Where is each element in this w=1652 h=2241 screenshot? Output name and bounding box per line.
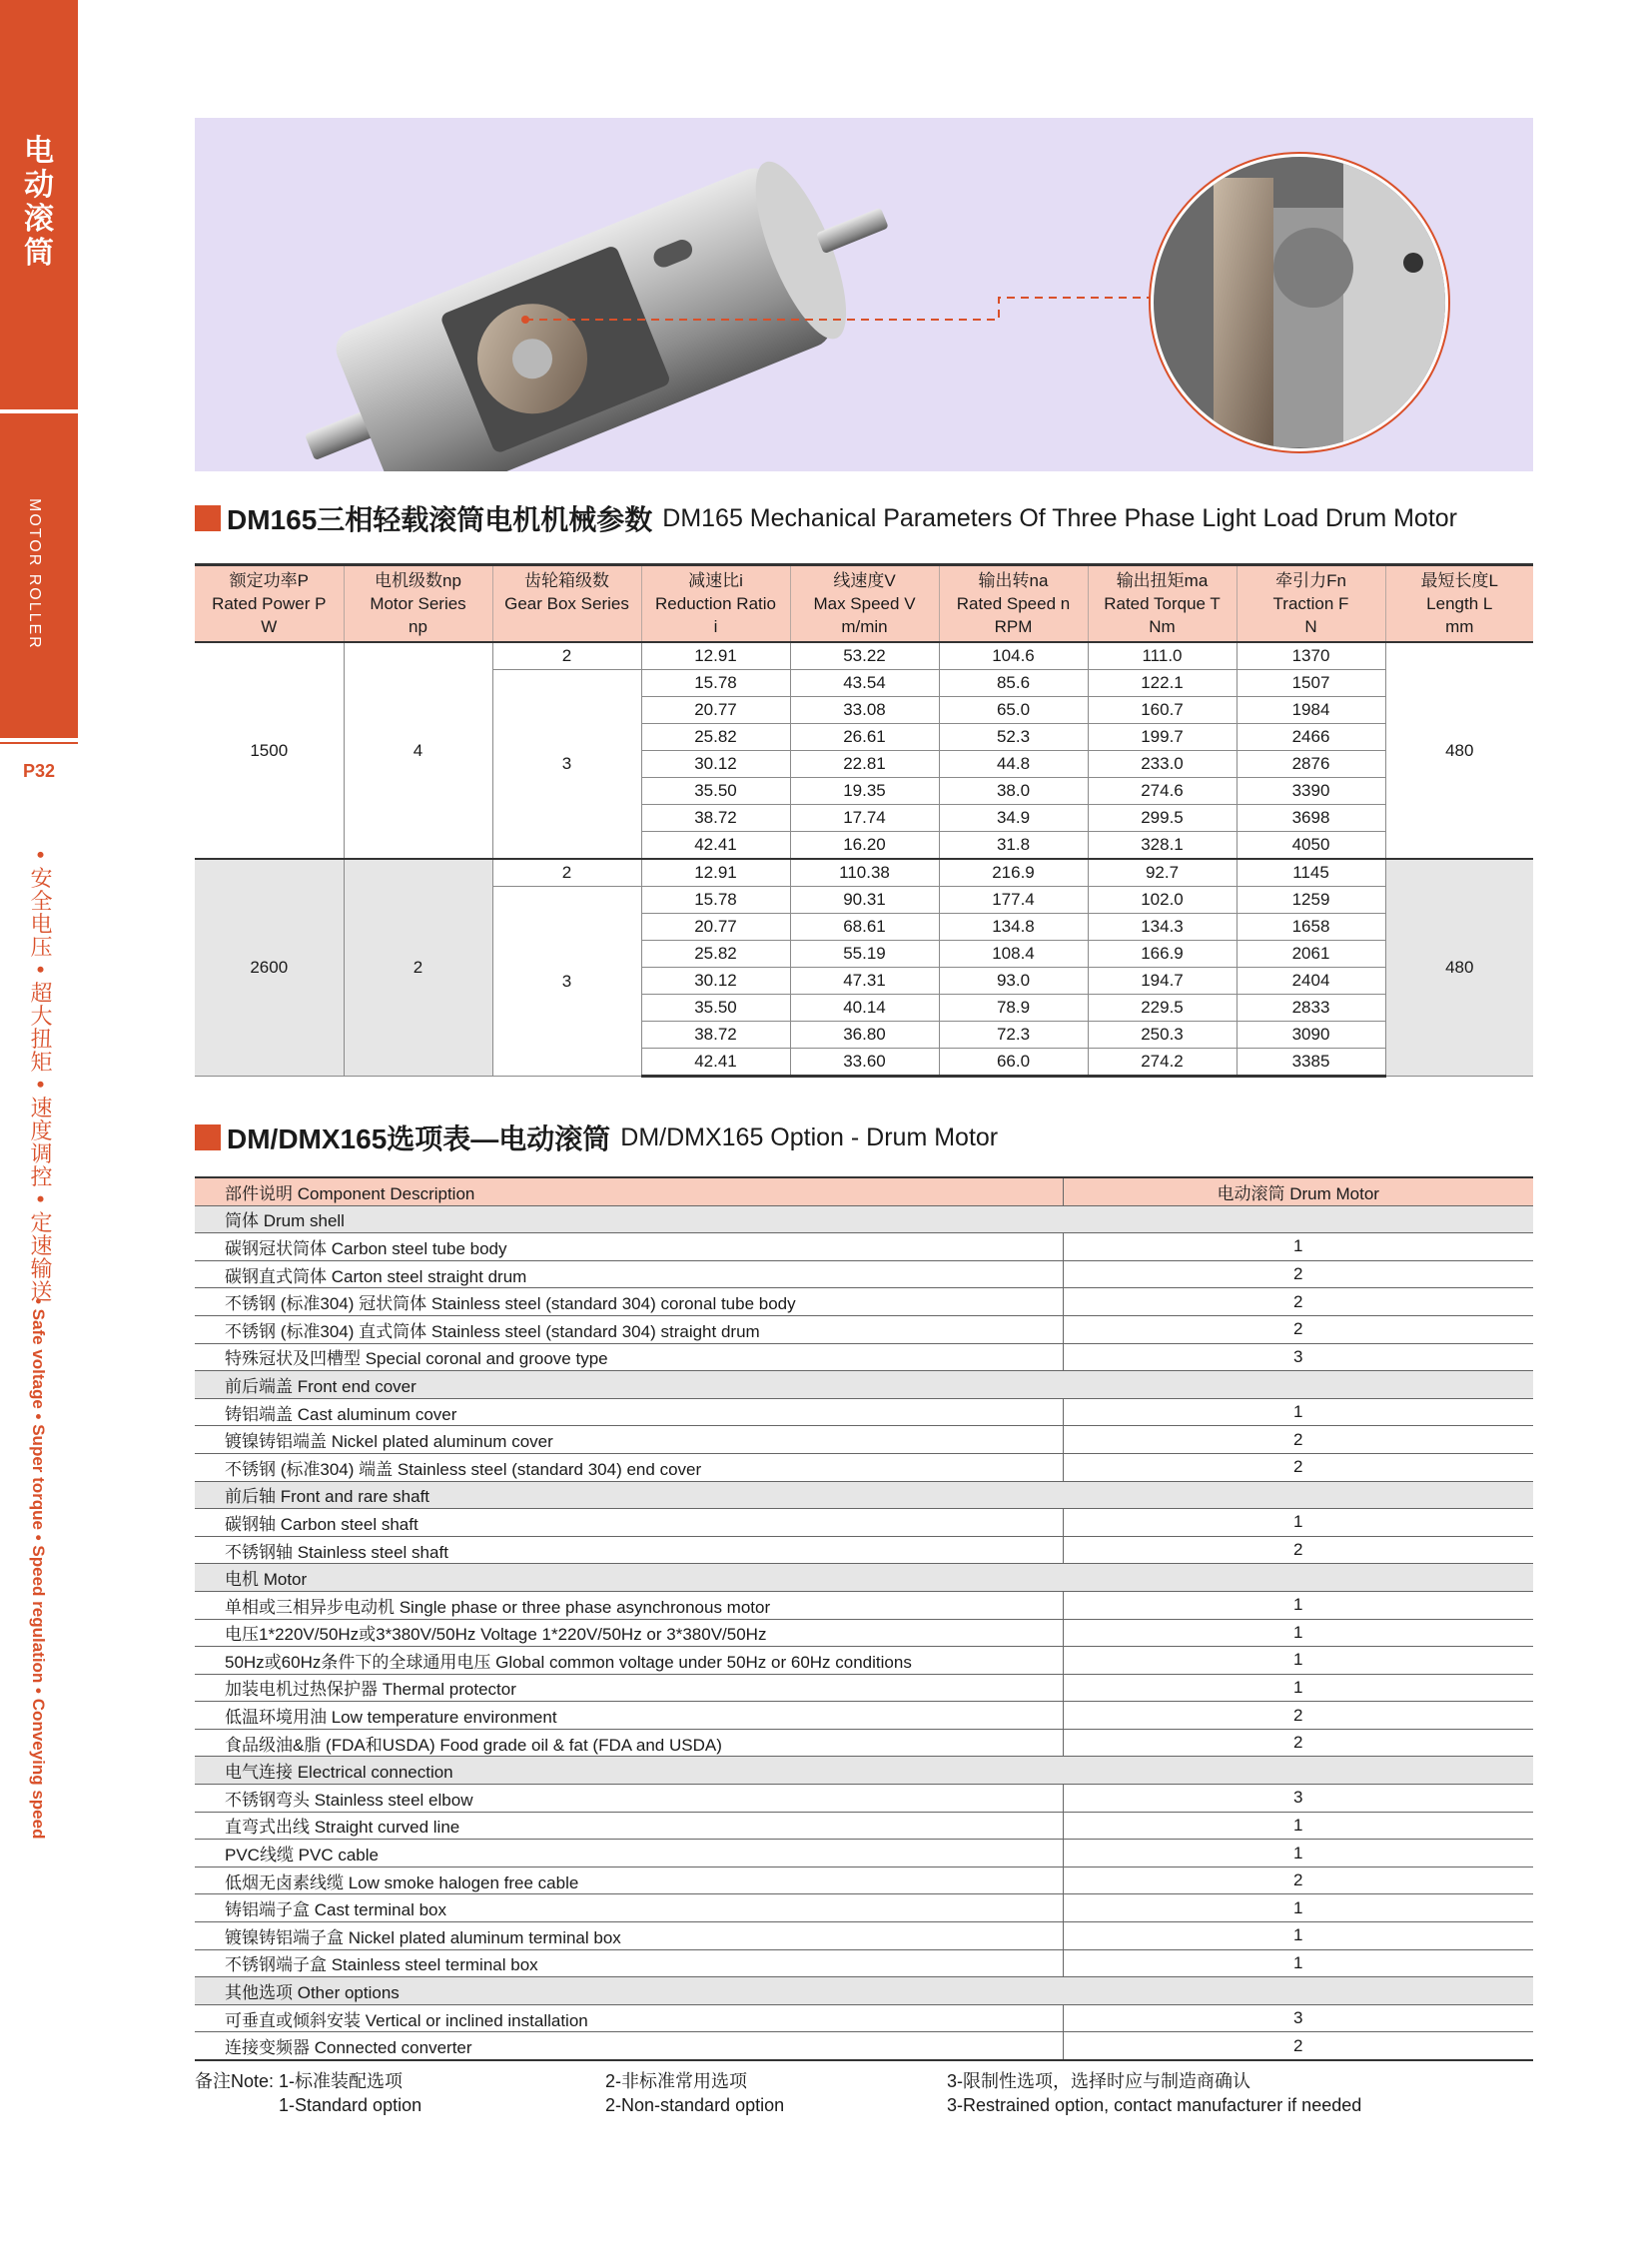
page-number: P32: [23, 761, 56, 781]
option-value: 1: [1063, 1233, 1533, 1261]
note-2: [605, 2069, 784, 2117]
table-cell: 3390: [1237, 778, 1385, 805]
option-row: [195, 1591, 1533, 1619]
category-spacer: [1063, 1205, 1533, 1233]
table-cell: 42.41: [641, 1049, 790, 1077]
table-cell: 30.12: [641, 751, 790, 778]
option-row: [195, 1536, 1533, 1564]
category-row: [195, 1564, 1533, 1592]
option-row: [195, 1702, 1533, 1730]
table-cell: 43.54: [790, 670, 939, 697]
table-cell: 1984: [1237, 697, 1385, 724]
option-label: 碳钢直式筒体 Carton steel straight drum: [195, 1260, 1063, 1288]
section-title-en: DM/DMX165 Option - Drum Motor: [620, 1122, 999, 1151]
table-row: [195, 859, 1533, 887]
table-row: [195, 642, 1533, 670]
table-cell: 3: [492, 670, 641, 860]
category-row: [195, 1757, 1533, 1785]
table-cell: 17.74: [790, 805, 939, 832]
header-line: Reduction Ratio: [655, 594, 776, 613]
table-cell: 2833: [1237, 995, 1385, 1022]
option-value: 1: [1063, 1894, 1533, 1922]
category-row: [195, 1371, 1533, 1399]
option-label: 食品级油&脂 (FDA和USDA) Food grade oil & fat (FDA and USDA): [195, 1729, 1063, 1757]
option-label: 铸铝端盖 Cast aluminum cover: [195, 1398, 1063, 1426]
table-cell: 110.38: [790, 859, 939, 887]
option-label: 电压1*220V/50Hz或3*380V/50Hz Voltage 1*220V/50Hz or 3*380V/50Hz: [195, 1619, 1063, 1647]
category-label: 其他选项 Other options: [195, 1977, 1063, 2005]
option-value: 1: [1063, 1840, 1533, 1868]
table-cell: 1658: [1237, 914, 1385, 941]
table-cell: 4: [344, 642, 492, 859]
table-cell: 68.61: [790, 914, 939, 941]
option-row: [195, 1398, 1533, 1426]
table-cell: 199.7: [1088, 724, 1237, 751]
note-1-cn: 1-标准装配选项: [279, 2071, 404, 2091]
options-header-component: 部件说明 Component Description: [195, 1177, 1063, 1205]
header-line: [495, 615, 639, 638]
table-cell: 480: [1385, 859, 1533, 1077]
option-value: 2: [1063, 2032, 1533, 2060]
category-spacer: [1063, 1371, 1533, 1399]
table-cell: 229.5: [1088, 995, 1237, 1022]
header-line: 最短长度L: [1420, 571, 1498, 590]
table-cell: 177.4: [939, 887, 1088, 914]
option-row: [195, 1233, 1533, 1261]
header-line: Gear Box Series: [504, 594, 629, 613]
header-line: 齿轮箱级数: [524, 571, 609, 590]
option-label: PVC线缆 PVC cable: [195, 1840, 1063, 1868]
category-spacer: [1063, 1481, 1533, 1509]
option-value: 1: [1063, 1619, 1533, 1647]
category-label: 前后轴 Front and rare shaft: [195, 1481, 1063, 1509]
table-cell: 2: [344, 859, 492, 1077]
table-cell: 2: [492, 642, 641, 670]
section-title-cn: DM/DMX165选项表—电动滚筒: [227, 1123, 611, 1154]
note-3-en: 3-Restrained option, contact manufacturer if needed: [947, 2095, 1362, 2115]
option-value: 3: [1063, 2004, 1533, 2032]
option-value: 2: [1063, 1536, 1533, 1564]
table-cell: 299.5: [1088, 805, 1237, 832]
params-header-cell: [195, 565, 344, 643]
header-line: 电机级数np: [375, 571, 461, 590]
table-cell: 1507: [1237, 670, 1385, 697]
option-value: 1: [1063, 1509, 1533, 1537]
section-title-cn: DM165三相轻载滚筒电机机械参数: [227, 504, 653, 535]
table-cell: 233.0: [1088, 751, 1237, 778]
drum-body: [275, 129, 920, 471]
table-cell: 1145: [1237, 859, 1385, 887]
table-cell: 2466: [1237, 724, 1385, 751]
option-label: 镀镍铸铝端盖 Nickel plated aluminum cover: [195, 1426, 1063, 1454]
section-marker: [195, 505, 221, 531]
table-cell: 22.81: [790, 751, 939, 778]
table-cell: 250.3: [1088, 1022, 1237, 1049]
option-row: [195, 1619, 1533, 1647]
option-label: 不锈钢弯头 Stainless steel elbow: [195, 1785, 1063, 1813]
header-line: 减速比i: [688, 571, 743, 590]
sidebar-underline: [0, 742, 78, 744]
option-label: 50Hz或60Hz条件下的全球通用电压 Global common voltage under 50Hz or 60Hz conditions: [195, 1647, 1063, 1675]
option-row: [195, 1647, 1533, 1675]
table-cell: 78.9: [939, 995, 1088, 1022]
table-cell: 12.91: [641, 859, 790, 887]
option-value: 1: [1063, 1591, 1533, 1619]
table-cell: 134.3: [1088, 914, 1237, 941]
table-cell: 12.91: [641, 642, 790, 670]
table-cell: 134.8: [939, 914, 1088, 941]
option-value: 1: [1063, 1647, 1533, 1675]
table-cell: 38.0: [939, 778, 1088, 805]
header-line: Max Speed V: [813, 594, 916, 613]
option-label: 特殊冠状及凹槽型 Special coronal and groove type: [195, 1343, 1063, 1371]
table-cell: 3: [492, 887, 641, 1077]
table-cell: 102.0: [1088, 887, 1237, 914]
table-cell: 35.50: [641, 778, 790, 805]
option-value: 2: [1063, 1315, 1533, 1343]
option-row: [195, 1785, 1533, 1813]
params-header-cell: [939, 565, 1088, 643]
option-label: 镀镍铸铝端子盒 Nickel plated aluminum terminal box: [195, 1922, 1063, 1950]
table-cell: 90.31: [790, 887, 939, 914]
option-value: 1: [1063, 1674, 1533, 1702]
table-cell: 2600: [195, 859, 344, 1077]
drum-motor-illustration: [195, 118, 1533, 471]
table-cell: 38.72: [641, 805, 790, 832]
category-label: 电气连接 Electrical connection: [195, 1757, 1063, 1785]
header-line: Nm: [1149, 617, 1176, 636]
table-cell: 30.12: [641, 968, 790, 995]
table-cell: 85.6: [939, 670, 1088, 697]
option-row: [195, 2004, 1533, 2032]
sidebar-features-cn: • 安全电压 • 超大扭矩 • 速度调控 • 定速输送: [28, 851, 53, 1303]
table-cell: 26.61: [790, 724, 939, 751]
category-row: [195, 1205, 1533, 1233]
header-line: RPM: [994, 617, 1033, 636]
option-row: [195, 1840, 1533, 1868]
table-cell: 47.31: [790, 968, 939, 995]
option-label: 连接变频器 Connected converter: [195, 2032, 1063, 2060]
table-cell: 72.3: [939, 1022, 1088, 1049]
table-cell: 34.9: [939, 805, 1088, 832]
option-row: [195, 1426, 1533, 1454]
option-value: 1: [1063, 1398, 1533, 1426]
table-cell: 53.22: [790, 642, 939, 670]
table-cell: 44.8: [939, 751, 1088, 778]
option-label: 不锈钢 (标准304) 冠状筒体 Stainless steel (standard 304) coronal tube body: [195, 1288, 1063, 1316]
table-cell: 3385: [1237, 1049, 1385, 1077]
table-cell: 4050: [1237, 832, 1385, 860]
note-1-en: 1-Standard option: [279, 2095, 422, 2115]
option-value: 1: [1063, 1949, 1533, 1977]
option-row: [195, 1343, 1533, 1371]
option-label: 不锈钢端子盒 Stainless steel terminal box: [195, 1949, 1063, 1977]
params-header-row: [195, 565, 1533, 643]
table-cell: 38.72: [641, 1022, 790, 1049]
category-row: [195, 1977, 1533, 2005]
option-label: 加装电机过热保护器 Thermal protector: [195, 1674, 1063, 1702]
option-value: 3: [1063, 1343, 1533, 1371]
category-label: 电机 Motor: [195, 1564, 1063, 1592]
option-label: 不锈钢 (标准304) 端盖 Stainless steel (standard 304) end cover: [195, 1453, 1063, 1481]
option-label: 低温环境用油 Low temperature environment: [195, 1702, 1063, 1730]
section-title-params: [195, 501, 1457, 535]
option-row: [195, 1922, 1533, 1950]
section-marker: [195, 1124, 221, 1150]
option-value: 2: [1063, 1867, 1533, 1894]
option-label: 碳钢冠状筒体 Carbon steel tube body: [195, 1233, 1063, 1261]
table-cell: 31.8: [939, 832, 1088, 860]
table-cell: 20.77: [641, 697, 790, 724]
options-header-drum-motor: 电动滚筒 Drum Motor: [1063, 1177, 1533, 1205]
option-row: [195, 2032, 1533, 2060]
header-line: Length L: [1426, 594, 1493, 613]
table-cell: 274.6: [1088, 778, 1237, 805]
options-table: [195, 1176, 1533, 2061]
sidebar-title-en: MOTOR ROLLER: [26, 498, 43, 650]
table-cell: 52.3: [939, 724, 1088, 751]
table-cell: 3090: [1237, 1022, 1385, 1049]
option-value: 3: [1063, 1785, 1533, 1813]
params-header-cell: [641, 565, 790, 643]
table-cell: 274.2: [1088, 1049, 1237, 1077]
option-value: 2: [1063, 1288, 1533, 1316]
table-cell: 160.7: [1088, 697, 1237, 724]
option-value: 1: [1063, 1922, 1533, 1950]
table-cell: 20.77: [641, 914, 790, 941]
table-cell: 1370: [1237, 642, 1385, 670]
table-cell: 55.19: [790, 941, 939, 968]
params-header-cell: [1237, 565, 1385, 643]
table-cell: 33.60: [790, 1049, 939, 1077]
option-row: [195, 1288, 1533, 1316]
table-cell: 2876: [1237, 751, 1385, 778]
table-cell: 2061: [1237, 941, 1385, 968]
header-line: np: [409, 617, 427, 636]
table-cell: 194.7: [1088, 968, 1237, 995]
table-cell: 3698: [1237, 805, 1385, 832]
table-cell: 2404: [1237, 968, 1385, 995]
header-line: Rated Power P: [212, 594, 327, 613]
params-header-cell: [1385, 565, 1533, 643]
option-value: 2: [1063, 1702, 1533, 1730]
table-cell: 2: [492, 859, 641, 887]
params-header-cell: [790, 565, 939, 643]
table-cell: 480: [1385, 642, 1533, 859]
header-line: mm: [1445, 617, 1474, 636]
header-line: i: [713, 617, 718, 636]
header-line: 额定功率P: [229, 571, 309, 590]
option-label: 单相或三相异步电动机 Single phase or three phase asynchronous motor: [195, 1591, 1063, 1619]
header-line: N: [1304, 617, 1317, 636]
sidebar-title-block: [0, 0, 78, 409]
option-value: 1: [1063, 1812, 1533, 1840]
table-cell: 16.20: [790, 832, 939, 860]
option-row: [195, 1674, 1533, 1702]
table-cell: 15.78: [641, 887, 790, 914]
option-row: [195, 1729, 1533, 1757]
options-header-row: [195, 1177, 1533, 1205]
category-label: 前后端盖 Front end cover: [195, 1371, 1063, 1399]
category-label: 筒体 Drum shell: [195, 1205, 1063, 1233]
note-2-en: 2-Non-standard option: [605, 2095, 785, 2115]
section-title-options: [195, 1120, 998, 1154]
option-label: 直弯式出线 Straight curved line: [195, 1812, 1063, 1840]
option-label: 低烟无卤素线缆 Low smoke halogen free cable: [195, 1867, 1063, 1894]
note-prefix: 备注Note:: [195, 2071, 275, 2091]
params-header-cell: [1088, 565, 1237, 643]
option-label: 碳钢轴 Carbon steel shaft: [195, 1509, 1063, 1537]
option-label: 可垂直或倾斜安装 Vertical or inclined installation: [195, 2004, 1063, 2032]
option-row: [195, 1894, 1533, 1922]
product-hero-image: [195, 118, 1533, 471]
header-line: Rated Torque T: [1104, 594, 1221, 613]
option-row: [195, 1453, 1533, 1481]
option-row: [195, 1509, 1533, 1537]
option-label: 不锈钢 (标准304) 直式筒体 Stainless steel (standard 304) straight drum: [195, 1315, 1063, 1343]
header-line: Motor Series: [370, 594, 466, 613]
table-cell: 66.0: [939, 1049, 1088, 1077]
mechanical-params-table: [195, 563, 1533, 1078]
header-line: 输出扭矩ma: [1116, 571, 1209, 590]
option-row: [195, 1867, 1533, 1894]
table-cell: 33.08: [790, 697, 939, 724]
table-cell: 40.14: [790, 995, 939, 1022]
note-2-cn: 2-非标准常用选项: [605, 2071, 748, 2091]
header-line: 牵引力Fn: [1275, 571, 1346, 590]
option-label: 铸铝端子盒 Cast terminal box: [195, 1894, 1063, 1922]
table-cell: 19.35: [790, 778, 939, 805]
params-header-cell: [492, 565, 641, 643]
category-row: [195, 1481, 1533, 1509]
note-3-cn: 3-限制性选项，选择时应与制造商确认: [947, 2071, 1251, 2091]
section-title-en: DM165 Mechanical Parameters Of Three Phase Light Load Drum Motor: [662, 503, 1458, 532]
table-cell: 111.0: [1088, 642, 1237, 670]
header-line: Rated Speed n: [956, 594, 1071, 613]
option-value: 2: [1063, 1426, 1533, 1454]
option-row: [195, 1260, 1533, 1288]
option-value: 2: [1063, 1453, 1533, 1481]
table-cell: 166.9: [1088, 941, 1237, 968]
sidebar-en-block: [0, 413, 78, 738]
option-value: 2: [1063, 1729, 1533, 1757]
table-cell: 25.82: [641, 941, 790, 968]
table-cell: 35.50: [641, 995, 790, 1022]
table-cell: 328.1: [1088, 832, 1237, 860]
sidebar-title-cn: 电动滚筒: [24, 135, 54, 270]
table-cell: 25.82: [641, 724, 790, 751]
table-cell: 108.4: [939, 941, 1088, 968]
table-cell: 104.6: [939, 642, 1088, 670]
table-cell: 1259: [1237, 887, 1385, 914]
header-line: m/min: [841, 617, 888, 636]
category-spacer: [1063, 1977, 1533, 2005]
option-row: [195, 1812, 1533, 1840]
option-value: 2: [1063, 1260, 1533, 1288]
params-header-cell: [344, 565, 492, 643]
table-cell: 36.80: [790, 1022, 939, 1049]
category-spacer: [1063, 1757, 1533, 1785]
table-cell: 122.1: [1088, 670, 1237, 697]
option-label: 不锈钢轴 Stainless steel shaft: [195, 1536, 1063, 1564]
note-3: [947, 2069, 1361, 2117]
table-cell: 216.9: [939, 859, 1088, 887]
header-line: Traction F: [1272, 594, 1349, 613]
table-cell: 1500: [195, 642, 344, 859]
header-line: W: [261, 617, 278, 636]
table-cell: 93.0: [939, 968, 1088, 995]
header-line: 线速度V: [833, 571, 896, 590]
header-line: 输出转na: [978, 571, 1049, 590]
option-row: [195, 1315, 1533, 1343]
category-spacer: [1063, 1564, 1533, 1592]
sidebar-features-en: • Safe voltage • Super torque • Speed regulation • Conveying speed: [29, 1298, 48, 1840]
note-1: [195, 2069, 421, 2117]
table-cell: 15.78: [641, 670, 790, 697]
table-cell: 92.7: [1088, 859, 1237, 887]
table-cell: 65.0: [939, 697, 1088, 724]
table-cell: 42.41: [641, 832, 790, 860]
option-row: [195, 1949, 1533, 1977]
